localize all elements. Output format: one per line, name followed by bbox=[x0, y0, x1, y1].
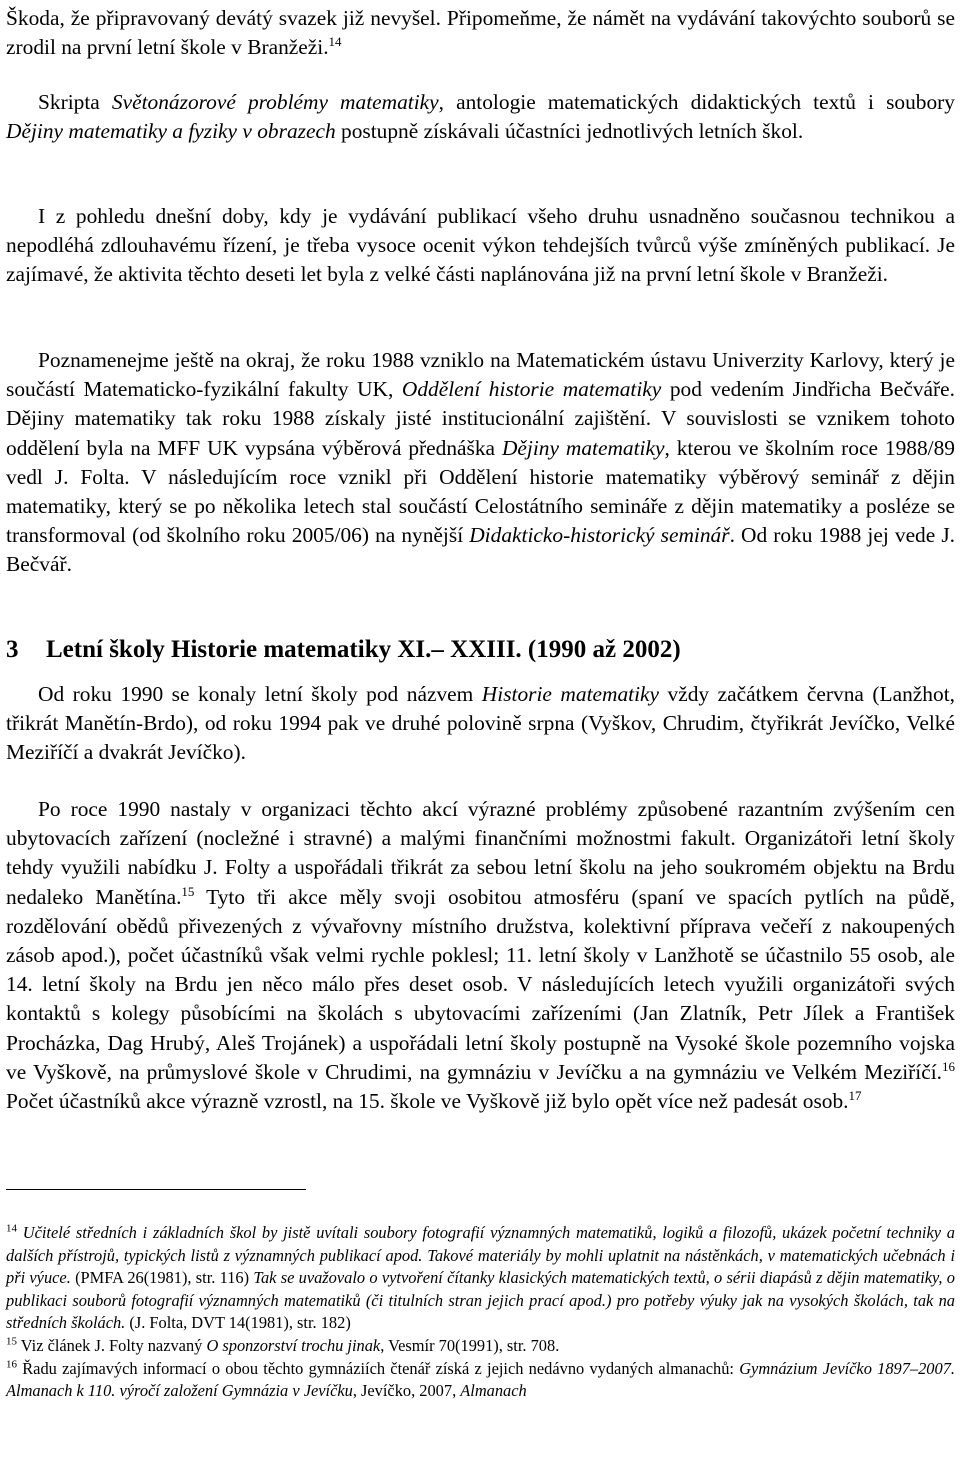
paragraph-4-italic-2: Dějiny matematiky bbox=[501, 435, 665, 460]
paragraph-6 bbox=[6, 795, 955, 1116]
paragraph-1 bbox=[6, 4, 955, 62]
footnote-15-number: 15 bbox=[6, 1335, 17, 1348]
paragraph-1-text: Škoda, že připravovaný devátý svazek již nevyšel. Připomeňme, že námět na vydávání takovýchto souborů se zrodil na první letní škole v Branžeži. bbox=[6, 6, 955, 60]
section-title: Letní školy Historie matematiky XI.– XXIII. (1990 až 2002) bbox=[46, 636, 681, 663]
footnote-16-text-b: , Jevíčko, 2007, bbox=[352, 1381, 461, 1401]
paragraph-5-text-b: vždy začátkem června (Lanžhot, třikrát Manětín-Brdo), od roku 1994 pak ve druhé polovině srpna (Vyškov, Chrudim, čtyřikrát Jevíčko, Velké Meziříčí a dvakrát Jevíčko). bbox=[6, 682, 955, 765]
footnote-ref-16: 16 bbox=[942, 1058, 955, 1074]
paragraph-4-text-d: . Od roku 1988 jej vede J. Bečvář. bbox=[6, 523, 956, 577]
paragraph-4 bbox=[6, 346, 955, 580]
paragraph-6-text-b: Tyto tři akce měly svoji osobitou atmosféru (spaní ve spacích pytlích na půdě, rozdělování obědů přivezených z vývařovny místního družstva, kolektivní příprava večeří z nakoupených zásob apod.), počet účastníků však velmi rychle poklesl; 11. letní školy v Lanžhotě se účastnilo 55 osob, ale 14. letní školy na Brdu jen něco málo přes deset osob. V následujících letech využili organizátoři svých kontaktů s kolegy působícími na školách s ubytovacími zařízeními (Jan Zlatník, Petr Jílek a František Procházka, Dag Hrubý, Aleš Trojánek) a uspořádali letní školy postupně na Vysoké škole pozemního vojska ve Vyškově, na průmyslové škole v Chrudimi, na gymnáziu v Jevíčku a na gymnáziu ve Velkém Meziříčí. bbox=[6, 884, 955, 1084]
paragraph-2-text-a: Skripta bbox=[38, 90, 112, 114]
footnote-14-number: 14 bbox=[6, 1222, 17, 1235]
footnote-14-quote-2: Tak se uvažovalo o vytvoření čítanky klasických matematických textů, o sérii diapásů z dějin matematiky, o publikaci souborů fotografií významných matematiků (či titulních stran jejich prací apod.) pro potřeby výuky jak na vysokých školách, tak na středních školách. bbox=[6, 1268, 955, 1333]
section-heading bbox=[6, 634, 955, 666]
paragraph-5-italic-1: Historie matematiky bbox=[481, 682, 660, 706]
paragraph-2-text-b: , antologie matematických didaktických textů i soubory bbox=[438, 90, 956, 114]
footnote-15 bbox=[6, 1335, 955, 1358]
footnote-14-quote-1: Učitelé středních i základních škol by jistě uvítali soubory fotografií významných matematiků, logiků a filozofů, ukázek početní techniky a dalších přístrojů, typických listů z významných publikací apod. Takové materiály by mohli uplatnit na nástěnkách, v matematických učebnách i při výuce. bbox=[6, 1223, 955, 1288]
paragraph-2 bbox=[6, 88, 955, 146]
footnote-14-ref-1: (PMFA 26(1981), str. 116) bbox=[70, 1268, 250, 1288]
footnote-16 bbox=[6, 1358, 955, 1403]
paragraph-6-text-c: Počet účastníků akce výrazně vzrostl, na 15. škole ve Vyškově již bylo opět více než padesát osob. bbox=[6, 1089, 849, 1114]
paragraph-2-title-2: Dějiny matematiky a fyziky v obrazech bbox=[6, 119, 336, 144]
section-number: 3 bbox=[6, 636, 19, 663]
footnotes bbox=[6, 1222, 955, 1403]
footnote-14 bbox=[6, 1222, 955, 1335]
footnote-separator bbox=[6, 1189, 306, 1190]
footnote-15-title: O sponzorství trochu jinak bbox=[206, 1335, 381, 1355]
footnote-16-title-2: Almanach bbox=[460, 1381, 527, 1401]
paragraph-2-text-c: postupně získávali účastníci jednotlivých letních škol. bbox=[335, 119, 804, 144]
paragraph-6-text-a: Po roce 1990 nastaly v organizaci těchto akcí výrazné problémy způsobené razantním zvýšením cen ubytovacích zařízení (nocležné i stravné) a malými finančními možnostmi fakult. Organizátoři letní školy tehdy využili nabídku J. Folty a uspořádali třikrát za sebou letní školu na jeho soukromém objektu na Brdu nedaleko Manětína. bbox=[6, 797, 955, 909]
paragraph-4-text-b: pod vedením Jindřicha Bečváře. Dějiny matematiky tak roku 1988 získaly jisté institucionální zajištění. V souvislosti se vznikem tohoto oddělení byla na MFF UK vypsána výběrová přednáška bbox=[6, 377, 955, 460]
paragraph-4-italic-1: Oddělení historie matematiky bbox=[401, 377, 662, 402]
footnote-ref-17: 17 bbox=[848, 1087, 862, 1103]
footnote-16-text-a: Řadu zajímavých informací o obou těchto gymnáziích čtenář získá z jejich nedávno vydaných almanachů: bbox=[17, 1358, 740, 1378]
paragraph-4-italic-3: Didakticko-historický seminář bbox=[469, 523, 730, 548]
footnote-ref-14: 14 bbox=[328, 34, 342, 50]
footnote-14-ref-2: (J. Folta, DVT 14(1981), str. 182) bbox=[125, 1313, 351, 1333]
footnote-ref-15: 15 bbox=[181, 883, 195, 899]
paragraph-3 bbox=[6, 202, 955, 290]
paragraph-4-text-c: , kterou ve školním roce 1988/89 vedl J. Folta. V následujícím roce vznikl při Oddělení historie matematiky výběrový seminář z dějin matematiky, který se po několika letech stal součástí Celostátního semináře z dějin matematiky a posléze se transformoval (od školního roku 2005/06) na nynější bbox=[6, 435, 955, 548]
footnote-15-text-a: Viz článek J. Folty nazvaný bbox=[17, 1335, 207, 1355]
paragraph-3-text: I z pohledu dnešní doby, kdy je vydávání publikací všeho druhu usnadněno současnou technikou a nepodléhá zdlouhavému řízení, je třeba vysoce ocenit výkon tehdejších tvůrců výše zmíněných publikací. Je zajímavé, že aktivita těchto deseti let byla z velké části naplánována již na první letní škole v Branžeži. bbox=[6, 204, 955, 287]
paragraph-5 bbox=[6, 680, 955, 768]
paragraph-2-title-1: Světonázorové problémy matematiky bbox=[111, 90, 439, 114]
paragraph-4-text-a: Poznamenejme ještě na okraj, že roku 1988 vzniklo na Matematickém ústavu Univerzity Karlovy, který je součástí Matematicko-fyzikální fakulty UK, bbox=[6, 348, 955, 402]
paragraph-5-text-a: Od roku 1990 se konaly letní školy pod názvem bbox=[38, 682, 482, 706]
footnote-16-title: Gymnázium Jevíčko 1897–2007. Almanach k 110. výročí založení Gymnázia v Jevíčku bbox=[6, 1358, 955, 1401]
footnote-15-text-b: , Vesmír 70(1991), str. 708. bbox=[380, 1335, 560, 1355]
footnote-16-number: 16 bbox=[6, 1358, 17, 1371]
